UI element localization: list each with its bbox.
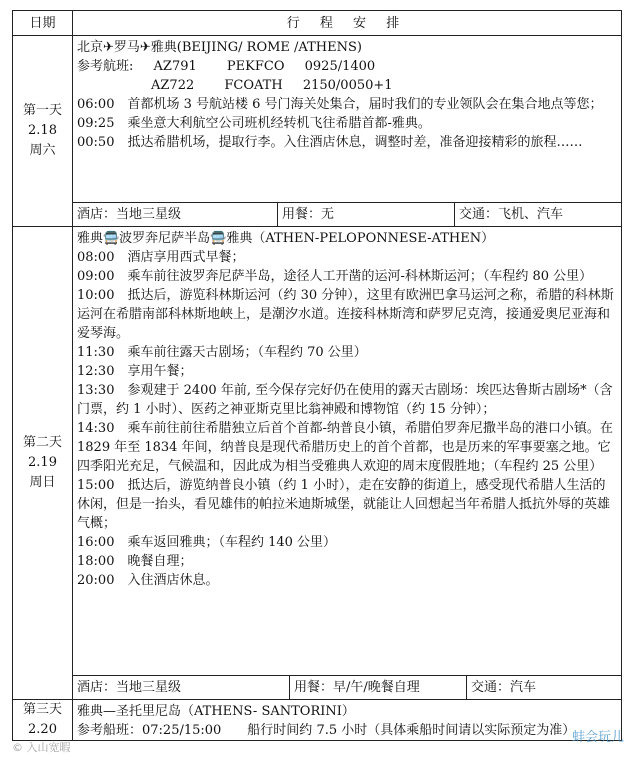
day2-date: 2.19 [28,455,57,470]
day1-meal: 用餐：无 [278,203,455,226]
day3-row [13,700,622,741]
watermark-left: © 入山宽暇 [12,741,71,754]
day2-item: 20:00 入住酒店休息。 [77,573,219,588]
day2-meal: 用餐：早/午/晚餐自理 [290,676,467,699]
day2-route: 雅典🚍波罗奔尼萨半岛🚍雅典（ATHEN-PELOPONNESE-ATHEN） [77,231,495,246]
flight-time: 2150/0050+1 [302,78,393,93]
day1-item: 00:50 抵达希腊机场，提取行李。入住酒店休息，调整时差，准备迎接精彩的旅程…… [77,135,583,150]
itinerary-table [12,10,622,741]
day2-item: 16:00 乘车返回雅典；（车程约 140 公里） [77,535,337,550]
day1-item: 09:25 乘坐意大利航空公司班机经转机飞往希腊首都-雅典。 [77,116,431,131]
day1-item: 06:00 首都机场 3 号航站楼 6 号门海关处集合，届时我们的专业领队会在集合地点等您； [77,97,603,112]
day2-label: 第二天 [22,435,62,450]
day3-date-cell [13,700,73,741]
flight-route: FCOATH [224,78,283,93]
day3-route: 雅典—圣托里尼岛（ATHENS- SANTORINI） [77,704,355,719]
day2-item: 13:30 参观建于 2400 年前, 至今保存完好仍在使用的露天古剧场：埃匹达鲁斯古剧场*（含门票，约 1 小时）、医药之神亚斯克里比翁神殿和博物馆（约 15 分钟）； [77,383,613,417]
day1-row [13,36,622,203]
day2-item: 15:00 抵达后，游览纳普良小镇（约 1 小时），走在安静的街道上，感受现代希腊人生活的休闲，但是一抬头，看见雄伟的帕拉米迪斯城堡，就能让人回想起当年希腊人抵抗外辱的英雄气概； [77,478,611,531]
flight-code: AZ722 [151,78,195,93]
day3-label: 第三天 [22,702,62,717]
day2-row [13,227,622,676]
header-date: 日期 [13,11,73,36]
day1-label: 第一天 [22,103,62,118]
table-header-row [13,11,622,36]
day2-content [73,227,622,676]
flight-route: PEKFCO [226,59,285,74]
day2-footer [73,676,622,700]
day2-item: 09:00 乘车前往波罗奔尼萨半岛，途径人工开凿的运河-科林斯运河；（车程约 80 公里） [77,269,593,284]
day1-weekday: 周六 [29,143,56,158]
day3-date: 2.20 [28,722,57,737]
day3-content [73,700,622,741]
day1-route: 北京✈罗马✈雅典(BEIJING/ ROME /ATHENS) [77,40,362,55]
day2-item: 11:30 乘车前往露天古剧场；（车程约 70 公里） [77,345,367,360]
day1-footer-row [13,203,622,227]
day2-item: 08:00 酒店享用西式早餐； [77,250,245,265]
day1-footer [73,203,622,227]
day2-transport: 交通：汽车 [467,676,622,699]
day2-date-cell [13,227,73,700]
day2-hotel: 酒店：当地三星级 [77,680,182,695]
day3-ship: 参考船班：07:25/15:00 船行时间约 7.5 小时（具体乘船时间请以实际预定为准） [77,723,576,738]
flight-code: AZ791 [153,59,197,74]
watermark-right: 蚌会玩儿 [571,730,624,745]
day1-flight-2 [77,76,617,95]
day2-item: 18:00 晚餐自理； [77,554,193,569]
day1-date: 2.18 [28,123,57,138]
day1-flight-1 [77,57,617,76]
header-schedule: 行 程 安 排 [73,11,622,36]
day1-transport: 交通：飞机、汽车 [455,203,622,226]
day2-item: 12:30 享用午餐； [77,364,193,379]
day2-weekday: 周日 [29,475,56,490]
day1-hotel: 酒店：当地三星级 [77,207,182,222]
day1-date-cell [13,36,73,227]
day2-item: 14:30 乘车前往前往希腊独立后首个首都-纳普良小镇，希腊伯罗奔尼撒半岛的港口小镇。在 1829 年至 1834 年间，纳普良是现代希腊历史上的首个首都，也是历来的军事要塞之地。它四季阳光充足，气候温和，因此成为相当受雅典人欢迎的周末度假胜地；（车程约 25 公里） [77,421,613,474]
flight-time: 0925/1400 [304,59,376,74]
day2-footer-row [13,676,622,700]
day2-item: 10:00 抵达后，游览科林斯运河（约 30 分钟），这里有欧洲巴拿马运河之称，希腊的科林斯运河在希腊南部科林斯地峡上，是潮汐水道。连接科林斯湾和萨罗尼克湾，接通爱奥尼亚海和爱琴海。 [77,288,614,341]
flight-label: 参考航班: [77,59,134,74]
day1-content [73,36,622,203]
